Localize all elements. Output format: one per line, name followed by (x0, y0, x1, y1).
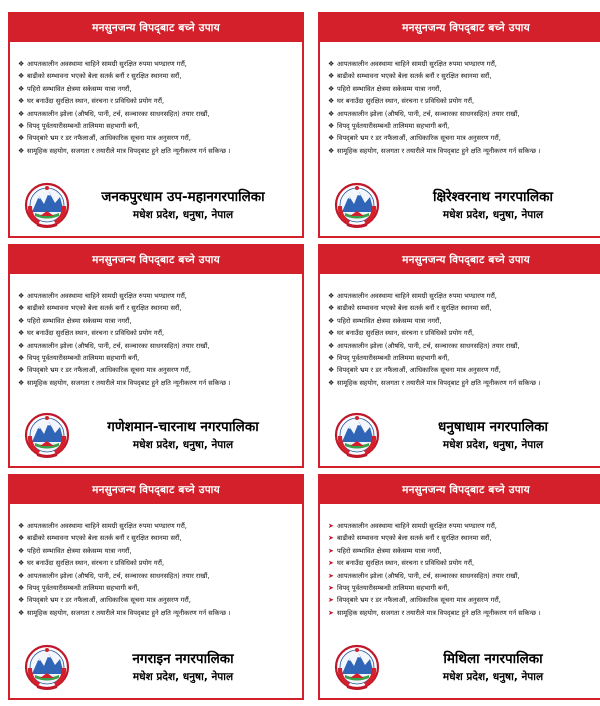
diamond-bullet-icon: ❖ (18, 559, 25, 568)
arrow-bullet-icon: ➤ (328, 546, 334, 555)
diamond-bullet-icon: ❖ (328, 292, 335, 300)
safety-measure-item (18, 83, 296, 95)
card-footer (320, 174, 600, 236)
diamond-bullet-icon: ❖ (18, 316, 25, 325)
diamond-bullet-icon: ❖ (18, 134, 25, 143)
safety-measure-text: घर बनाउँदा सुरक्षित स्थान, संरचना र प्रविधिको प्रयोग गरौं, (27, 559, 165, 568)
safety-measure-item (18, 364, 296, 376)
safety-measure-text: विपद्‌बारे भ्रम र डर नफैलाऔं, आधिकारिक सूचना मात्र अनुसरण गरौं, (27, 134, 191, 143)
nepal-emblem-icon (24, 182, 70, 228)
safety-measure-item (328, 302, 600, 314)
safety-measure-item (18, 607, 296, 619)
safety-measure-text: बाढीको सम्भावना भएको बेला सतर्क बनौं र सुरक्षित स्थानमा सरौं, (337, 72, 492, 81)
municipality-name: जनकपुरधाम उप-महानगरपालिका (101, 189, 265, 205)
notice-card-1 (8, 12, 304, 238)
safety-measure-item (18, 145, 296, 157)
diamond-bullet-icon: ❖ (328, 341, 335, 350)
card-title: मनसुनजन्य विपद्‌बाट बच्ने उपाय (10, 476, 302, 504)
diamond-bullet-icon: ❖ (18, 292, 25, 300)
safety-measure-text: बाढीको सम्भावना भएको बेला सतर्क बनौं र सुरक्षित स्थानमा सरौं, (337, 534, 492, 543)
safety-measure-item (328, 327, 600, 339)
safety-measure-text: बाढीको सम्भावना भएको बेला सतर्क बनौं र सुरक्षित स्थानमा सरौं, (337, 304, 492, 313)
safety-measure-text: आपतकालीन झोला (औषधि, पानी, टर्च, सञ्चारका साधनसहित) तयार राखौं, (27, 341, 210, 350)
card-body (320, 274, 600, 389)
diamond-bullet-icon: ❖ (18, 60, 25, 68)
safety-measure-text: आपतकालीन अवस्थामा चाहिने सामग्री सुरक्षित रुपमा भण्डारण गरौं, (27, 522, 187, 530)
safety-measure-item (328, 145, 600, 157)
safety-measure-text: विपद् पूर्वतयारीसम्बन्धी तालिममा सहभागी बनौं, (337, 354, 450, 363)
safety-measure-text: आपतकालीन अवस्थामा चाहिने सामग्री सुरक्षित रुपमा भण्डारण गरौं, (27, 60, 187, 68)
diamond-bullet-icon: ❖ (328, 122, 335, 131)
safety-measure-item (18, 545, 296, 557)
card-body (10, 274, 302, 389)
safety-measure-item (18, 132, 296, 144)
safety-measure-text: घर बनाउँदा सुरक्षित स्थान, संरचना र प्रविधिको प्रयोग गरौं, (337, 559, 475, 568)
safety-measure-item (18, 120, 296, 132)
card-footer (10, 636, 302, 698)
safety-measure-text: आपतकालीन झोला (औषधि, पानी, टर्च, सञ्चारका साधनसहित) तयार राखौं, (337, 571, 520, 580)
safety-measure-item (328, 570, 600, 582)
safety-measure-item (328, 545, 600, 557)
safety-measure-text: विपद् पूर्वतयारीसम्बन्धी तालिममा सहभागी बनौं, (337, 584, 450, 593)
municipality-name: क्षिरेश्वरनाथ नगरपालिका (432, 189, 554, 205)
municipality-name: नगराइन नगरपालिका (132, 651, 234, 667)
diamond-bullet-icon: ❖ (328, 329, 335, 338)
safety-measure-text: घर बनाउँदा सुरक्षित स्थान, संरचना र प्रविधिको प्रयोग गरौं, (27, 329, 165, 338)
nepal-emblem-icon (334, 182, 380, 228)
arrow-bullet-icon: ➤ (328, 559, 334, 568)
safety-measure-text: आपतकालीन अवस्थामा चाहिने सामग्री सुरक्षित रुपमा भण्डारण गरौं, (337, 292, 497, 300)
safety-measure-text: विपद् पूर्वतयारीसम्बन्धी तालिममा सहभागी बनौं, (27, 122, 140, 131)
municipality-block (380, 417, 600, 453)
safety-measure-text: घर बनाउँदा सुरक्षित स्थान, संरचना र प्रविधिको प्रयोग गरौं, (27, 97, 165, 106)
diamond-bullet-icon: ❖ (18, 571, 25, 580)
diamond-bullet-icon: ❖ (18, 608, 25, 617)
safety-measure-text: सामूहिक सहयोग, सजगता र तयारीले मात्र विपद्‌बाट हुने क्षति न्यूनीकरण गर्न सकिन्छ । (337, 608, 541, 617)
diamond-bullet-icon: ❖ (328, 304, 335, 313)
card-title: मनसुनजन्य विपद्‌बाट बच्ने उपाय (10, 14, 302, 42)
diamond-bullet-icon: ❖ (18, 596, 25, 605)
diamond-bullet-icon: ❖ (328, 134, 335, 143)
safety-measure-item (18, 340, 296, 352)
diamond-bullet-icon: ❖ (328, 354, 335, 363)
diamond-bullet-icon: ❖ (18, 366, 25, 375)
safety-measure-text: विपद् पूर्वतयारीसम्बन्धी तालिममा सहभागी बनौं, (27, 354, 140, 363)
safety-measure-item (328, 352, 600, 364)
arrow-bullet-icon: ➤ (328, 608, 334, 617)
safety-measure-text: आपतकालीन झोला (औषधि, पानी, टर्च, सञ्चारका साधनसहित) तयार राखौं, (27, 109, 210, 118)
safety-measure-item (328, 520, 600, 532)
card-body (320, 42, 600, 157)
municipality-block (70, 187, 302, 223)
safety-measure-text: पहिरो सम्भावित क्षेत्रमा सकेसम्म यात्रा नगरौं, (27, 84, 132, 93)
card-title: मनसुनजन्य विपद्‌बाट बच्ने उपाय (320, 476, 600, 504)
safety-measure-item (18, 108, 296, 120)
safety-measure-item (328, 120, 600, 132)
safety-measure-text: सामूहिक सहयोग, सजगता र तयारीले मात्र विपद्‌बाट हुने क्षति न्यूनीकरण गर्न सकिन्छ । (27, 146, 231, 155)
safety-measure-item (18, 582, 296, 594)
safety-measure-item (18, 70, 296, 82)
diamond-bullet-icon: ❖ (328, 84, 335, 93)
safety-measure-text: सामूहिक सहयोग, सजगता र तयारीले मात्र विपद्‌बाट हुने क्षति न्यूनीकरण गर्न सकिन्छ । (337, 146, 541, 155)
safety-measure-text: घर बनाउँदा सुरक्षित स्थान, संरचना र प्रविधिको प्रयोग गरौं, (337, 97, 475, 106)
safety-measure-text: बाढीको सम्भावना भएको बेला सतर्क बनौं र सुरक्षित स्थानमा सरौं, (27, 304, 182, 313)
safety-measure-item (328, 532, 600, 544)
card-title: मनसुनजन्य विपद्‌बाट बच्ने उपाय (320, 14, 600, 42)
arrow-bullet-icon: ➤ (328, 571, 334, 580)
card-title: मनसुनजन्य विपद्‌बाट बच्ने उपाय (10, 246, 302, 274)
safety-measure-item (328, 594, 600, 606)
municipality-block (70, 649, 302, 685)
safety-measure-text: विपद्‌बारे भ्रम र डर नफैलाऔं, आधिकारिक सूचना मात्र अनुसरण गरौं, (337, 366, 501, 375)
arrow-bullet-icon: ➤ (328, 596, 334, 605)
safety-measure-item (328, 290, 600, 302)
safety-measure-text: घर बनाउँदा सुरक्षित स्थान, संरचना र प्रविधिको प्रयोग गरौं, (337, 329, 475, 338)
safety-measure-item (18, 302, 296, 314)
card-body (10, 42, 302, 157)
card-footer (10, 404, 302, 466)
diamond-bullet-icon: ❖ (18, 522, 25, 530)
safety-measure-text: पहिरो सम्भावित क्षेत्रमा सकेसम्म यात्रा नगरौं, (337, 316, 442, 325)
card-body (320, 504, 600, 619)
notice-card-3 (8, 244, 304, 468)
safety-measure-text: विपद् पूर्वतयारीसम्बन्धी तालिममा सहभागी बनौं, (27, 584, 140, 593)
safety-measure-text: विपद्‌बारे भ्रम र डर नफैलाऔं, आधिकारिक सूचना मात्र अनुसरण गरौं, (27, 366, 191, 375)
safety-measure-item (328, 364, 600, 376)
municipality-address: मधेश प्रदेश, धनुषा, नेपाल (442, 671, 544, 683)
safety-measure-item (18, 352, 296, 364)
diamond-bullet-icon: ❖ (18, 304, 25, 313)
safety-measure-item (328, 95, 600, 107)
safety-measure-item (18, 532, 296, 544)
safety-measures-list (18, 520, 296, 619)
safety-measure-text: आपतकालीन अवस्थामा चाहिने सामग्री सुरक्षित रुपमा भण्डारण गरौं, (27, 292, 187, 300)
safety-measure-item (328, 377, 600, 389)
safety-measure-item (18, 377, 296, 389)
safety-measure-item (18, 327, 296, 339)
safety-measure-item (328, 607, 600, 619)
diamond-bullet-icon: ❖ (18, 534, 25, 543)
notice-card-2 (318, 12, 600, 238)
arrow-bullet-icon: ➤ (328, 584, 334, 593)
diamond-bullet-icon: ❖ (18, 84, 25, 93)
card-body (10, 504, 302, 619)
municipality-block (70, 417, 302, 453)
safety-measure-item (328, 58, 600, 70)
municipality-block (380, 187, 600, 223)
municipality-address: मधेश प्रदेश, धनुषा, नेपाल (132, 209, 234, 221)
safety-measure-text: बाढीको सम्भावना भएको बेला सतर्क बनौं र सुरक्षित स्थानमा सरौं, (27, 534, 182, 543)
safety-measure-text: सामूहिक सहयोग, सजगता र तयारीले मात्र विपद्‌बाट हुने क्षति न्यूनीकरण गर्न सकिन्छ । (337, 378, 541, 387)
diamond-bullet-icon: ❖ (18, 109, 25, 118)
diamond-bullet-icon: ❖ (18, 97, 25, 106)
nepal-emblem-icon (24, 412, 70, 458)
diamond-bullet-icon: ❖ (328, 109, 335, 118)
safety-measure-text: आपतकालीन अवस्थामा चाहिने सामग्री सुरक्षित रुपमा भण्डारण गरौं, (337, 522, 497, 530)
municipality-name: धनुषाधाम नगरपालिका (438, 419, 548, 435)
arrow-bullet-icon: ➤ (328, 534, 334, 543)
safety-measure-text: सामूहिक सहयोग, सजगता र तयारीले मात्र विपद्‌बाट हुने क्षति न्यूनीकरण गर्न सकिन्छ । (27, 378, 231, 387)
notice-card-6 (318, 474, 600, 700)
diamond-bullet-icon: ❖ (328, 146, 335, 155)
card-footer (320, 404, 600, 466)
municipality-address: मधेश प्रदेश, धनुषा, नेपाल (442, 439, 544, 451)
safety-measure-item (18, 290, 296, 302)
diamond-bullet-icon: ❖ (328, 378, 335, 387)
safety-measure-text: विपद् पूर्वतयारीसम्बन्धी तालिममा सहभागी बनौं, (337, 122, 450, 131)
safety-measure-item (18, 594, 296, 606)
safety-measure-text: विपद्‌बारे भ्रम र डर नफैलाऔं, आधिकारिक सूचना मात्र अनुसरण गरौं, (27, 596, 191, 605)
safety-measure-text: आपतकालीन झोला (औषधि, पानी, टर्च, सञ्चारका साधनसहित) तयार राखौं, (27, 571, 210, 580)
municipality-address: मधेश प्रदेश, धनुषा, नेपाल (132, 439, 234, 451)
safety-measure-text: बाढीको सम्भावना भएको बेला सतर्क बनौं र सुरक्षित स्थानमा सरौं, (27, 72, 182, 81)
notice-card-5 (8, 474, 304, 700)
municipality-address: मधेश प्रदेश, धनुषा, नेपाल (442, 209, 544, 221)
nepal-emblem-icon (334, 412, 380, 458)
safety-measure-text: पहिरो सम्भावित क्षेत्रमा सकेसम्म यात्रा नगरौं, (27, 316, 132, 325)
diamond-bullet-icon: ❖ (328, 72, 335, 81)
safety-measure-item (18, 58, 296, 70)
diamond-bullet-icon: ❖ (18, 546, 25, 555)
diamond-bullet-icon: ❖ (18, 584, 25, 593)
diamond-bullet-icon: ❖ (18, 329, 25, 338)
municipality-address: मधेश प्रदेश, धनुषा, नेपाल (132, 671, 234, 683)
safety-measure-item (18, 95, 296, 107)
diamond-bullet-icon: ❖ (328, 316, 335, 325)
municipality-name: गणेशमान-चारनाथ नगरपालिका (107, 419, 259, 435)
safety-measure-item (328, 315, 600, 327)
notice-card-4 (318, 244, 600, 468)
safety-measure-item (328, 340, 600, 352)
safety-measure-text: विपद्‌बारे भ्रम र डर नफैलाऔं, आधिकारिक सूचना मात्र अनुसरण गरौं, (337, 134, 501, 143)
municipality-block (380, 649, 600, 685)
diamond-bullet-icon: ❖ (18, 341, 25, 350)
diamond-bullet-icon: ❖ (18, 122, 25, 131)
nepal-emblem-icon (334, 644, 380, 690)
nepal-emblem-icon (24, 644, 70, 690)
safety-measure-text: पहिरो सम्भावित क्षेत्रमा सकेसम्म यात्रा नगरौं, (337, 84, 442, 93)
municipality-name: मिथिला नगरपालिका (443, 651, 543, 667)
safety-measure-item (18, 520, 296, 532)
safety-measures-list (328, 58, 600, 157)
safety-measure-item (18, 557, 296, 569)
safety-measure-text: सामूहिक सहयोग, सजगता र तयारीले मात्र विपद्‌बाट हुने क्षति न्यूनीकरण गर्न सकिन्छ । (27, 608, 231, 617)
diamond-bullet-icon: ❖ (328, 60, 335, 68)
safety-measure-item (328, 83, 600, 95)
safety-measure-text: आपतकालीन झोला (औषधि, पानी, टर्च, सञ्चारका साधनसहित) तयार राखौं, (337, 109, 520, 118)
safety-measure-text: पहिरो सम्भावित क्षेत्रमा सकेसम्म यात्रा नगरौं, (337, 546, 442, 555)
safety-measures-list (18, 58, 296, 157)
safety-measure-text: आपतकालीन अवस्थामा चाहिने सामग्री सुरक्षित रुपमा भण्डारण गरौं, (337, 60, 497, 68)
safety-measure-item (328, 70, 600, 82)
safety-measure-text: आपतकालीन झोला (औषधि, पानी, टर्च, सञ्चारका साधनसहित) तयार राखौं, (337, 341, 520, 350)
card-footer (10, 174, 302, 236)
safety-measures-list (18, 290, 296, 389)
diamond-bullet-icon: ❖ (18, 378, 25, 387)
safety-measure-item (328, 108, 600, 120)
safety-measure-item (328, 557, 600, 569)
diamond-bullet-icon: ❖ (328, 97, 335, 106)
safety-measures-list (328, 290, 600, 389)
safety-measure-item (328, 132, 600, 144)
safety-measure-text: विपद्‌बारे भ्रम र डर नफैलाऔं, आधिकारिक सूचना मात्र अनुसरण गरौं, (337, 596, 501, 605)
card-title: मनसुनजन्य विपद्‌बाट बच्ने उपाय (320, 246, 600, 274)
safety-measure-item (18, 315, 296, 327)
safety-measure-item (18, 570, 296, 582)
diamond-bullet-icon: ❖ (18, 354, 25, 363)
safety-measure-item (328, 582, 600, 594)
safety-measures-list (328, 520, 600, 619)
diamond-bullet-icon: ❖ (328, 366, 335, 375)
arrow-bullet-icon: ➤ (328, 522, 334, 530)
card-footer (320, 636, 600, 698)
diamond-bullet-icon: ❖ (18, 146, 25, 155)
diamond-bullet-icon: ❖ (18, 72, 25, 81)
safety-measure-text: पहिरो सम्भावित क्षेत्रमा सकेसम्म यात्रा नगरौं, (27, 546, 132, 555)
